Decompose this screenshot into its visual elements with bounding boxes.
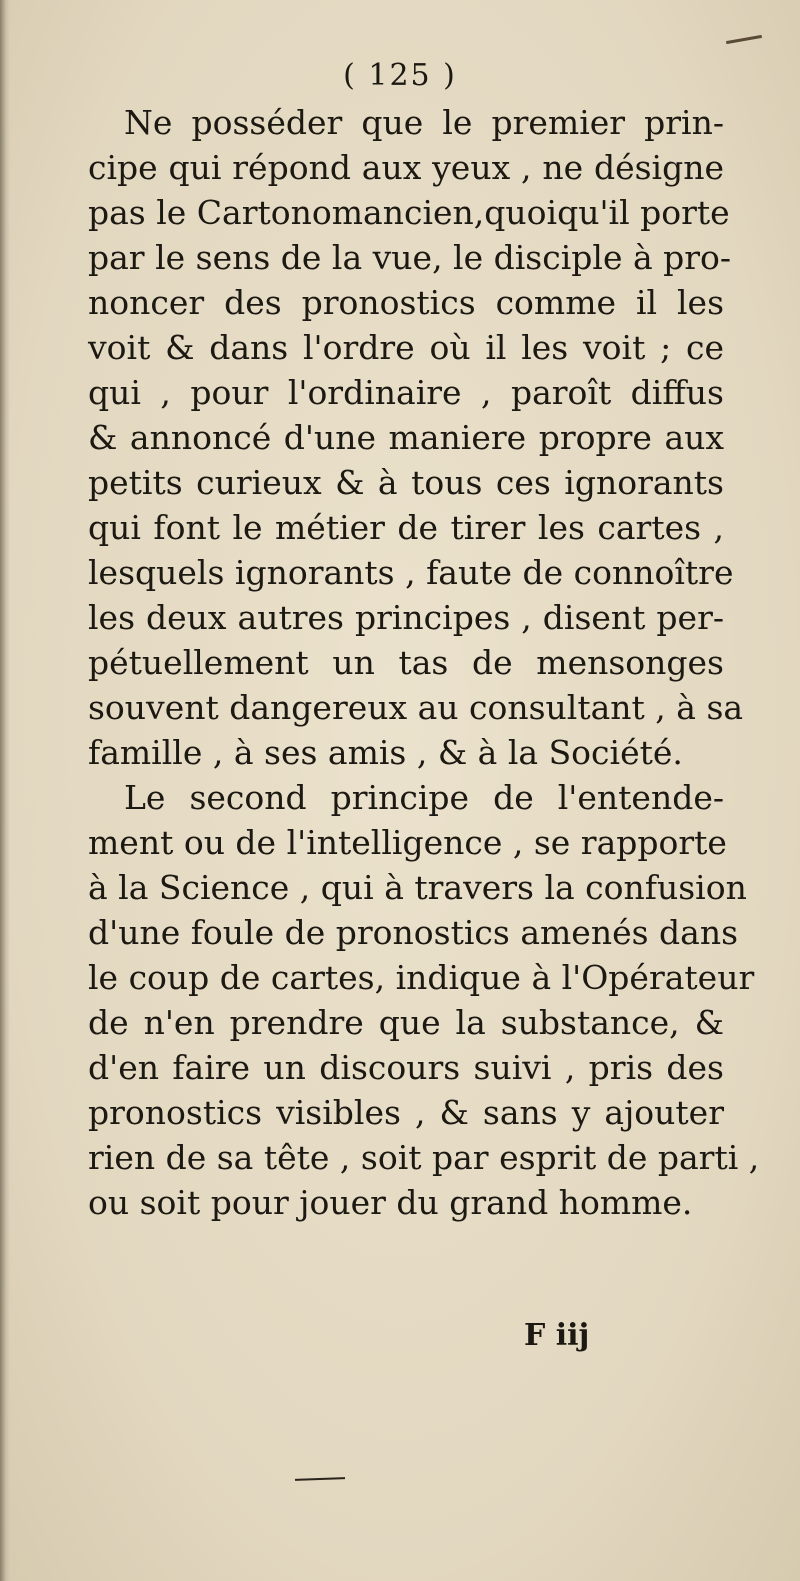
text-line: Le second principe de l'entende- (124, 778, 724, 817)
text-line: par le sens de la vue, le disciple à pro- (88, 238, 732, 277)
ink-mark (726, 35, 762, 44)
text-line: lesquels ignorants , faute de connoître (88, 553, 734, 592)
text-line: pétuellement un tas de mensonges (88, 643, 724, 682)
paragraph-1 (88, 100, 744, 775)
text-line: ou soit pour jouer du grand homme. (88, 1183, 693, 1222)
text-line: rien de sa tête , soit par esprit de parti , (88, 1138, 760, 1177)
decorative-rule (295, 1477, 345, 1481)
text-line: souvent dangereux au consultant , à sa (88, 688, 744, 727)
text-line: petits curieux & à tous ces ignorants (88, 463, 724, 502)
text-line: d'une foule de pronostics amenés dans (88, 913, 739, 952)
text-line: & annoncé d'une maniere propre aux (88, 418, 724, 457)
page-edge-shadow (0, 0, 10, 1581)
text-line: ment ou de l'intelligence , se rapporte (88, 823, 727, 862)
text-line: les deux autres principes , disent per- (88, 598, 724, 637)
paragraph-2 (88, 775, 760, 1225)
signature-mark: F iij (524, 1318, 590, 1353)
text-line: noncer des pronostics comme il les (88, 283, 724, 322)
text-line: famille , à ses amis , & à la Société. (88, 733, 683, 772)
text-line: de n'en prendre que la substance, & (88, 1003, 724, 1042)
text-line: d'en faire un discours suivi , pris des (88, 1048, 724, 1087)
text-line: qui font le métier de tirer les cartes , (88, 508, 724, 547)
text-line: qui , pour l'ordinaire , paroît diffus (88, 373, 724, 412)
text-line: pronostics visibles , & sans y ajouter (88, 1093, 724, 1132)
page-number: ( 125 ) (343, 58, 457, 93)
text-line: voit & dans l'ordre où il les voit ; ce (88, 328, 724, 367)
text-line: pas le Cartonomancien,quoiqu'il porte (88, 193, 730, 232)
text-line: Ne posséder que le premier prin- (124, 103, 724, 142)
text-line: le coup de cartes, indique à l'Opérateur (88, 958, 755, 997)
body-text (88, 100, 760, 1225)
text-line: à la Science , qui à travers la confusion (88, 868, 747, 907)
text-line: cipe qui répond aux yeux , ne désigne (88, 148, 724, 187)
